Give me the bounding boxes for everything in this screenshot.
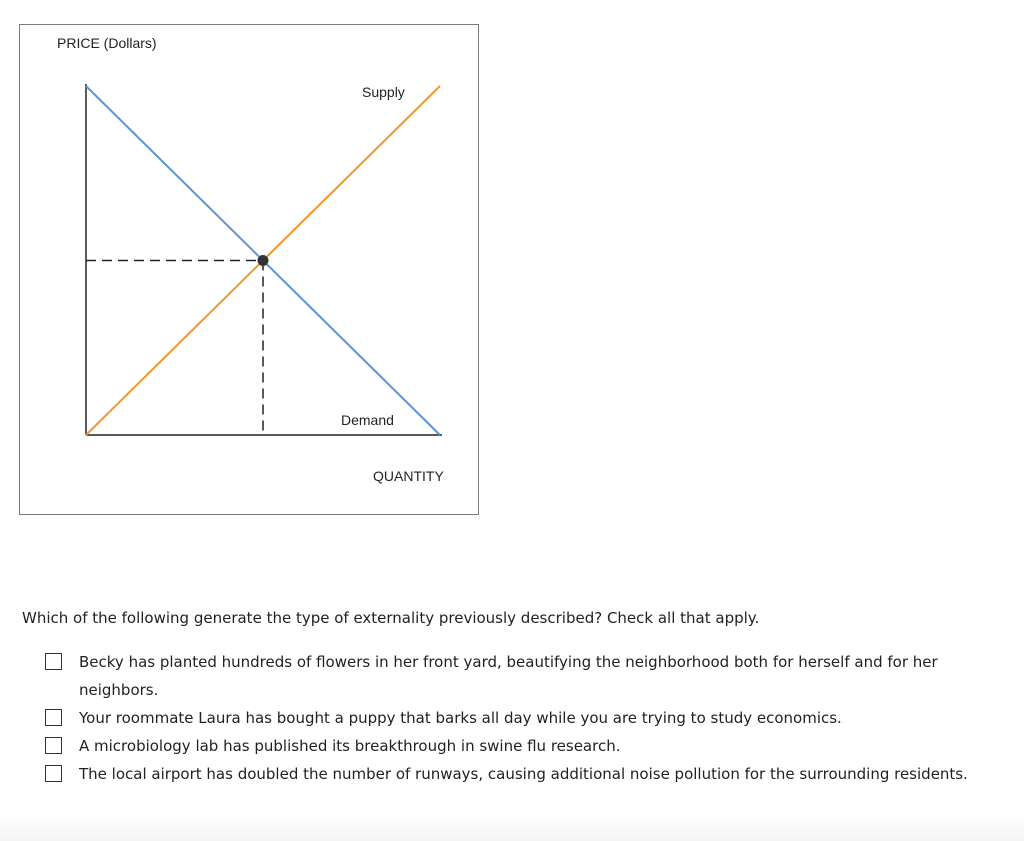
answer-option-label[interactable]: Your roommate Laura has bought a puppy that barks all day while you are trying to study economics. [79, 709, 842, 727]
answer-option[interactable] [45, 760, 1010, 788]
question-prompt: Which of the following generate the type of externality previously described? Check all that apply. [22, 609, 760, 627]
y-axis-label: PRICE (Dollars) [57, 35, 157, 51]
answer-option[interactable] [45, 704, 1010, 732]
answer-options-list [45, 648, 1010, 788]
answer-checkbox[interactable] [45, 709, 62, 726]
answer-option-label[interactable]: Becky has planted hundreds of flowers in her front yard, beautifying the neighborhood both for herself and for her neighbors. [79, 653, 938, 699]
bottom-fade [0, 815, 1024, 841]
supply-demand-graph-panel [19, 24, 479, 515]
demand-curve-label: Demand [341, 412, 394, 428]
answer-checkbox[interactable] [45, 653, 62, 670]
answer-option[interactable] [45, 732, 1010, 760]
answer-checkbox[interactable] [45, 765, 62, 782]
answer-option[interactable] [45, 648, 1010, 704]
answer-option-label[interactable]: A microbiology lab has published its breakthrough in swine flu research. [79, 737, 621, 755]
supply-curve-label: Supply [362, 84, 405, 100]
answer-checkbox[interactable] [45, 737, 62, 754]
supply-demand-chart [20, 25, 480, 516]
equilibrium-point[interactable] [258, 255, 269, 266]
x-axis-label: QUANTITY [373, 468, 444, 484]
answer-option-label[interactable]: The local airport has doubled the number of runways, causing additional noise pollution for the surrounding residents. [79, 765, 968, 783]
